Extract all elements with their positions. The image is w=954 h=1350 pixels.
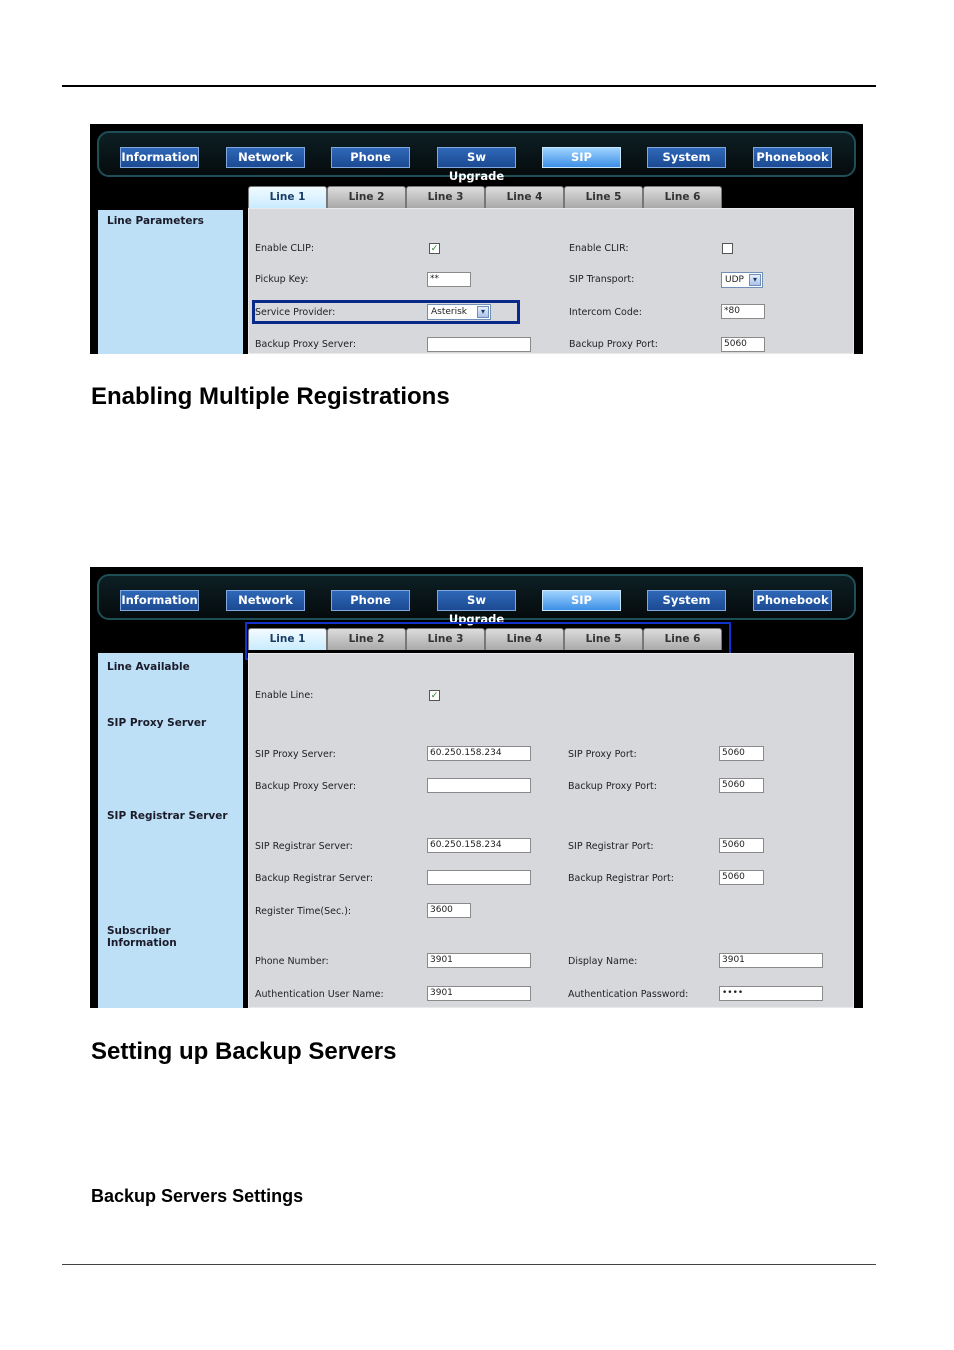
side-panel <box>98 653 243 1008</box>
side-panel <box>98 210 243 354</box>
tab-line-5[interactable]: Line 5 <box>564 186 643 208</box>
register-time-label: Register Time(Sec.): <box>255 906 352 917</box>
sip-proxy-port-label: SIP Proxy Port: <box>568 749 637 760</box>
section-sip-proxy-server: SIP Proxy Server <box>107 717 207 729</box>
sip-transport-value: UDP <box>725 275 744 285</box>
nav-bar <box>97 574 856 626</box>
nav-information-button[interactable]: Information <box>120 590 199 611</box>
backup-proxy-port-input[interactable]: 5060 <box>719 778 764 793</box>
sip-registrar-port-label: SIP Registrar Port: <box>568 841 654 852</box>
display-name-label: Display Name: <box>568 956 638 967</box>
nav-sip-button[interactable]: SIP <box>542 590 621 611</box>
tab-line-1[interactable]: Line 1 <box>248 628 327 650</box>
tab-line-1[interactable]: Line 1 <box>248 186 327 208</box>
backup-proxy-port-label: Backup Proxy Port: <box>569 339 658 350</box>
section-line-available: Line Available <box>107 661 190 673</box>
sip-transport-select[interactable] <box>721 272 763 288</box>
auth-password-label: Authentication Password: <box>568 989 689 1000</box>
backup-proxy-server-label: Backup Proxy Server: <box>255 781 357 792</box>
nav-sip-button[interactable]: SIP <box>542 147 621 168</box>
nav-sw-upgrade-button[interactable]: Sw Upgrade <box>437 147 516 168</box>
nav-network-button[interactable]: Network <box>226 147 305 168</box>
sip-transport-label: SIP Transport: <box>569 274 635 285</box>
intercom-code-input[interactable]: *80 <box>721 304 765 319</box>
nav-phone-button[interactable]: Phone <box>331 147 410 168</box>
chevron-down-icon[interactable]: ▾ <box>477 306 489 318</box>
backup-registrar-server-label: Backup Registrar Server: <box>255 873 374 884</box>
tab-line-5[interactable]: Line 5 <box>564 628 643 650</box>
tab-line-3[interactable]: Line 3 <box>406 628 485 650</box>
backup-proxy-port-label: Backup Proxy Port: <box>568 781 657 792</box>
section-line-parameters: Line Parameters <box>107 215 204 227</box>
auth-user-name-input[interactable]: 3901 <box>427 986 531 1001</box>
section-sip-registrar-server: SIP Registrar Server <box>107 810 228 822</box>
sip-registrar-port-input[interactable]: 5060 <box>719 838 764 853</box>
service-provider-label: Service Provider: <box>255 307 336 318</box>
enable-clir-label: Enable CLIR: <box>569 243 629 254</box>
tab-line-6[interactable]: Line 6 <box>643 186 722 208</box>
sip-proxy-server-label: SIP Proxy Server: <box>255 749 336 760</box>
backup-proxy-port-input[interactable]: 5060 <box>721 337 765 352</box>
phone-number-label: Phone Number: <box>255 956 329 967</box>
tab-line-6[interactable]: Line 6 <box>643 628 722 650</box>
screenshot-line-parameters <box>90 124 863 354</box>
enable-clip-label: Enable CLIP: <box>255 243 315 254</box>
tab-line-2[interactable]: Line 2 <box>327 186 406 208</box>
auth-user-name-label: Authentication User Name: <box>255 989 384 1000</box>
phone-number-input[interactable]: 3901 <box>427 953 531 968</box>
enable-clip-checkbox[interactable]: ✓ <box>430 243 439 253</box>
intercom-code-label: Intercom Code: <box>569 307 642 318</box>
sip-proxy-server-input[interactable]: 60.250.158.234 <box>427 746 531 761</box>
service-provider-value: Asterisk <box>431 307 468 317</box>
nav-bar <box>97 131 856 183</box>
sip-proxy-port-input[interactable]: 5060 <box>719 746 764 761</box>
tab-line-2[interactable]: Line 2 <box>327 628 406 650</box>
heading-backup-servers: Setting up Backup Servers <box>91 1038 397 1065</box>
tab-line-4[interactable]: Line 4 <box>485 186 564 208</box>
nav-information-button[interactable]: Information <box>120 147 199 168</box>
backup-registrar-port-label: Backup Registrar Port: <box>568 873 674 884</box>
nav-system-button[interactable]: System <box>647 147 726 168</box>
pickup-key-input[interactable]: ** <box>427 272 471 287</box>
heading-backup-servers-settings: Backup Servers Settings <box>91 1186 304 1206</box>
nav-phone-button[interactable]: Phone <box>331 590 410 611</box>
nav-phonebook-button[interactable]: Phonebook <box>753 147 832 168</box>
section-subscriber-information: Subscriber Information <box>107 925 177 949</box>
pickup-key-label: Pickup Key: <box>255 274 309 285</box>
screenshot-line-settings <box>90 567 863 1008</box>
display-name-input[interactable]: 3901 <box>719 953 823 968</box>
backup-registrar-port-input[interactable]: 5060 <box>719 870 764 885</box>
backup-proxy-server-input[interactable] <box>427 778 531 793</box>
heading-multiple-registrations: Enabling Multiple Registrations <box>91 383 450 410</box>
bottom-rule <box>62 1264 876 1265</box>
auth-password-input[interactable]: •••• <box>719 986 823 1001</box>
tab-line-3[interactable]: Line 3 <box>406 186 485 208</box>
form-area <box>248 653 854 1008</box>
backup-registrar-server-input[interactable] <box>427 870 531 885</box>
nav-system-button[interactable]: System <box>647 590 726 611</box>
tab-line-4[interactable]: Line 4 <box>485 628 564 650</box>
sip-registrar-server-label: SIP Registrar Server: <box>255 841 353 852</box>
sip-registrar-server-input[interactable]: 60.250.158.234 <box>427 838 531 853</box>
nav-network-button[interactable]: Network <box>226 590 305 611</box>
nav-phonebook-button[interactable]: Phonebook <box>753 590 832 611</box>
register-time-input[interactable]: 3600 <box>427 903 471 918</box>
service-provider-select[interactable] <box>427 304 491 320</box>
form-area <box>248 208 854 354</box>
enable-line-label: Enable Line: <box>255 690 314 701</box>
enable-line-checkbox[interactable]: ✓ <box>430 690 439 700</box>
top-rule <box>62 85 876 87</box>
chevron-down-icon[interactable]: ▾ <box>749 274 761 286</box>
enable-clir-checkbox[interactable] <box>722 243 733 254</box>
backup-proxy-server-label: Backup Proxy Server: <box>255 339 357 350</box>
nav-sw-upgrade-button[interactable]: Sw Upgrade <box>437 590 516 611</box>
backup-proxy-server-input[interactable] <box>427 337 531 352</box>
